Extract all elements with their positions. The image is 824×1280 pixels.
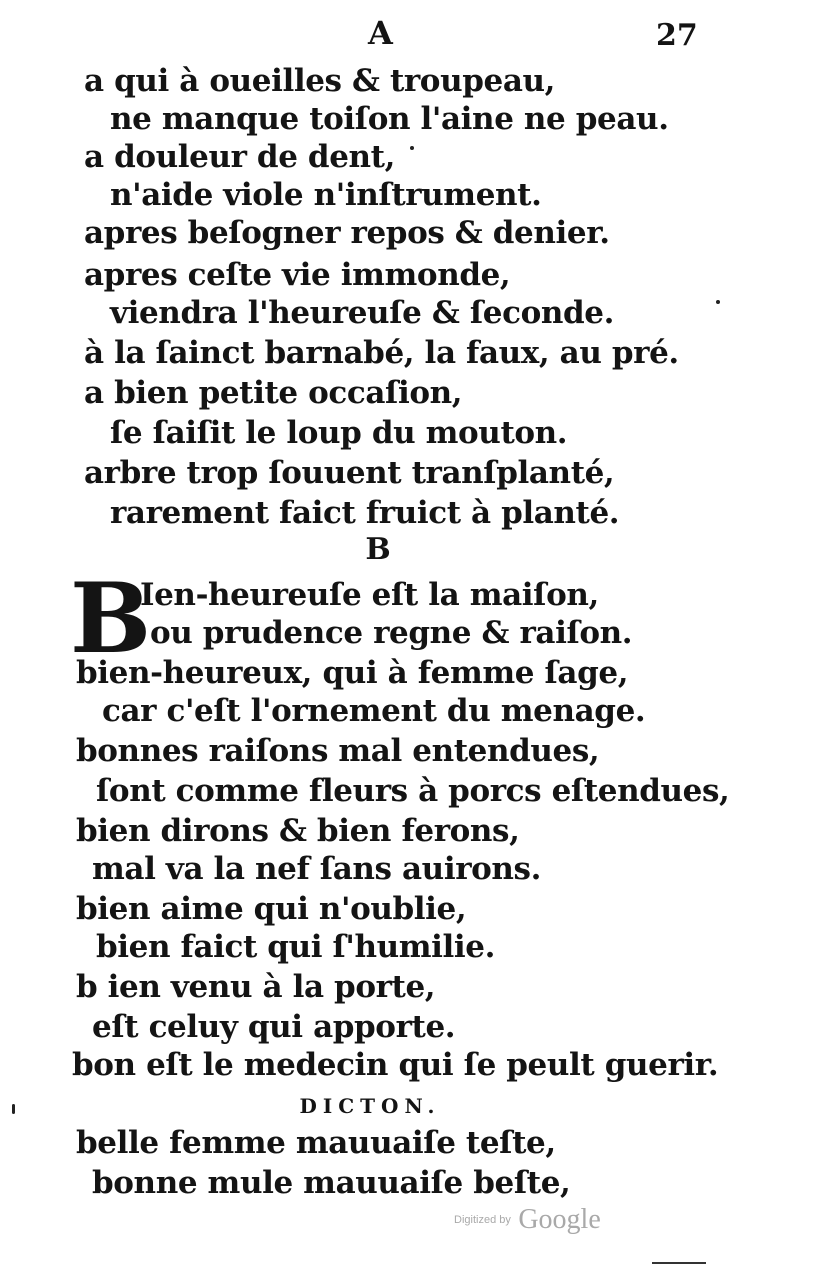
page-header bbox=[0, 14, 824, 54]
text-line: eſt celuy qui apporte. bbox=[92, 1009, 456, 1045]
text-line: ou prudence regne & raiſon. bbox=[150, 615, 633, 651]
text-line: bon eſt le medecin qui ſe peult guerir. bbox=[72, 1047, 719, 1083]
text-line: à la ſainct barnabé, la faux, au pré. bbox=[84, 335, 679, 371]
text-line: ſe ſaiſit le loup du mouton. bbox=[110, 415, 568, 451]
text-line: bonne mule mauuaiſe beſte, bbox=[92, 1165, 571, 1201]
text-line: Ien-heureuſe eſt la maiſon, bbox=[140, 577, 599, 613]
ink-speck bbox=[716, 300, 720, 304]
text-line: ne manque toiſon l'aine ne peau. bbox=[110, 101, 669, 137]
google-logo: Google bbox=[518, 1204, 601, 1235]
text-line: ſont comme fleurs à porcs eſtendues, bbox=[96, 773, 730, 809]
dicton-heading: DICTON. bbox=[299, 1094, 441, 1118]
text-line: belle femme mauuaiſe teſte, bbox=[76, 1125, 556, 1161]
running-section-letter: A bbox=[368, 14, 394, 52]
text-line: a qui à oueilles & troupeau, bbox=[84, 63, 556, 99]
text-line: n'aide viole n'inſtrument. bbox=[110, 177, 542, 213]
text-line: bien-heureux, qui à femme ſage, bbox=[76, 655, 629, 691]
text-line: bien aime qui n'oublie, bbox=[76, 891, 467, 927]
drop-cap: B bbox=[70, 562, 152, 675]
digitized-watermark bbox=[454, 1204, 601, 1236]
ink-speck bbox=[12, 1104, 15, 1114]
text-line: apres beſogner repos & denier. bbox=[84, 215, 610, 251]
text-line: mal va la nef ſans auirons. bbox=[92, 851, 541, 887]
text-line: rarement faict fruict à planté. bbox=[110, 495, 620, 531]
ink-speck bbox=[410, 146, 414, 150]
text-line: bien faict qui ſ'humilie. bbox=[96, 929, 496, 965]
text-line: arbre trop ſouuent tranſplanté, bbox=[84, 455, 615, 491]
text-line: viendra l'heureuſe & ſeconde. bbox=[110, 295, 614, 331]
text-line: car c'eſt l'ornement du menage. bbox=[102, 693, 646, 729]
watermark-prefix: Digitized by bbox=[454, 1214, 511, 1226]
page-number: 27 bbox=[656, 18, 698, 53]
text-line: a bien petite occaſion, bbox=[84, 375, 463, 411]
text-line: bien dirons & bien ferons, bbox=[76, 813, 520, 849]
section-b-heading: B bbox=[365, 532, 391, 567]
footer-rule bbox=[652, 1262, 706, 1264]
text-line: a douleur de dent, bbox=[84, 139, 395, 175]
text-line: apres ceſte vie immonde, bbox=[84, 257, 511, 293]
text-line: b ien venu à la porte, bbox=[76, 969, 436, 1005]
text-line: bonnes raiſons mal entendues, bbox=[76, 733, 600, 769]
